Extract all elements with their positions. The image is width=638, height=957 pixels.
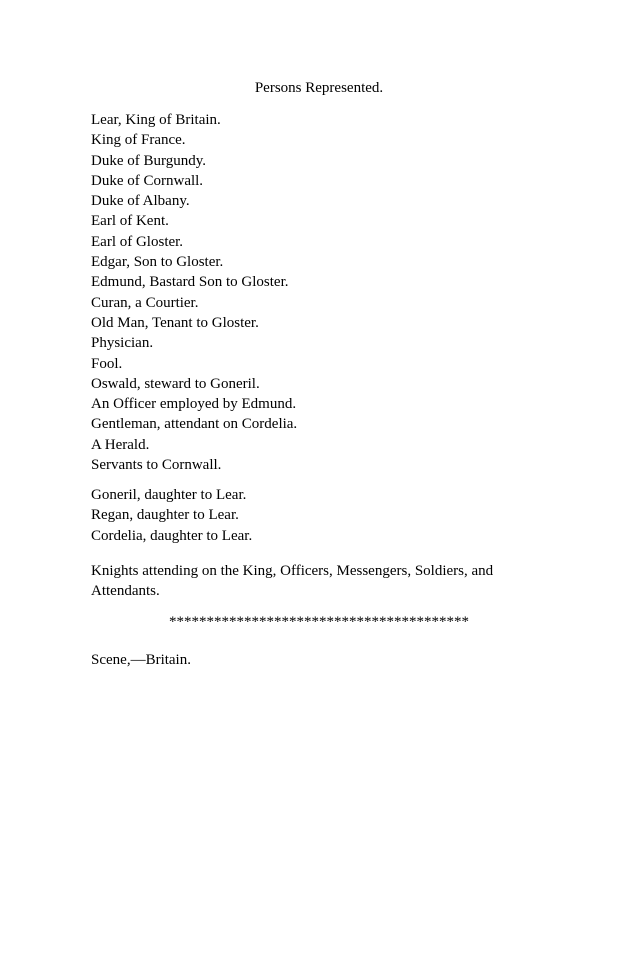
list-item: An Officer employed by Edmund. bbox=[91, 396, 297, 413]
list-item: Earl of Gloster. bbox=[91, 233, 184, 250]
list-item: Servants to Cornwall. bbox=[91, 457, 222, 474]
list-item: Goneril, daughter to Lear. bbox=[91, 487, 247, 503]
list-item: Duke of Cornwall. bbox=[91, 172, 204, 189]
others-list bbox=[91, 561, 541, 602]
list-item: Edmund, Bastard Son to Gloster. bbox=[91, 274, 289, 291]
list-item: Edgar, Son to Gloster. bbox=[91, 254, 224, 271]
list-item: Old Man, Tenant to Gloster. bbox=[91, 314, 259, 331]
page-title: Persons Represented. bbox=[254, 80, 384, 96]
list-item: Physician. bbox=[91, 335, 154, 352]
list-item: Fool. bbox=[91, 355, 123, 372]
daughters-list bbox=[91, 485, 541, 546]
list-item: Curan, a Courtier. bbox=[91, 294, 199, 311]
persons-list bbox=[91, 110, 541, 475]
list-item: A Herald. bbox=[91, 436, 150, 453]
list-item: Lear, King of Britain. bbox=[91, 112, 221, 128]
separator-line: **************************************** bbox=[169, 614, 469, 630]
list-item: Oswald, steward to Goneril. bbox=[91, 375, 260, 392]
list-item: Duke of Albany. bbox=[91, 193, 190, 210]
list-item: Regan, daughter to Lear. bbox=[91, 507, 239, 524]
list-item: King of France. bbox=[91, 132, 186, 149]
others-paragraph: Knights attending on the King, Officers, Messengers, Soldiers, and Attendants. bbox=[91, 563, 494, 600]
scene-line: Scene,—Britain. bbox=[91, 652, 191, 668]
list-item: Earl of Kent. bbox=[91, 213, 169, 230]
list-item: Duke of Burgundy. bbox=[91, 152, 206, 169]
list-item: Cordelia, daughter to Lear. bbox=[91, 527, 253, 544]
list-item: Gentleman, attendant on Cordelia. bbox=[91, 416, 298, 433]
